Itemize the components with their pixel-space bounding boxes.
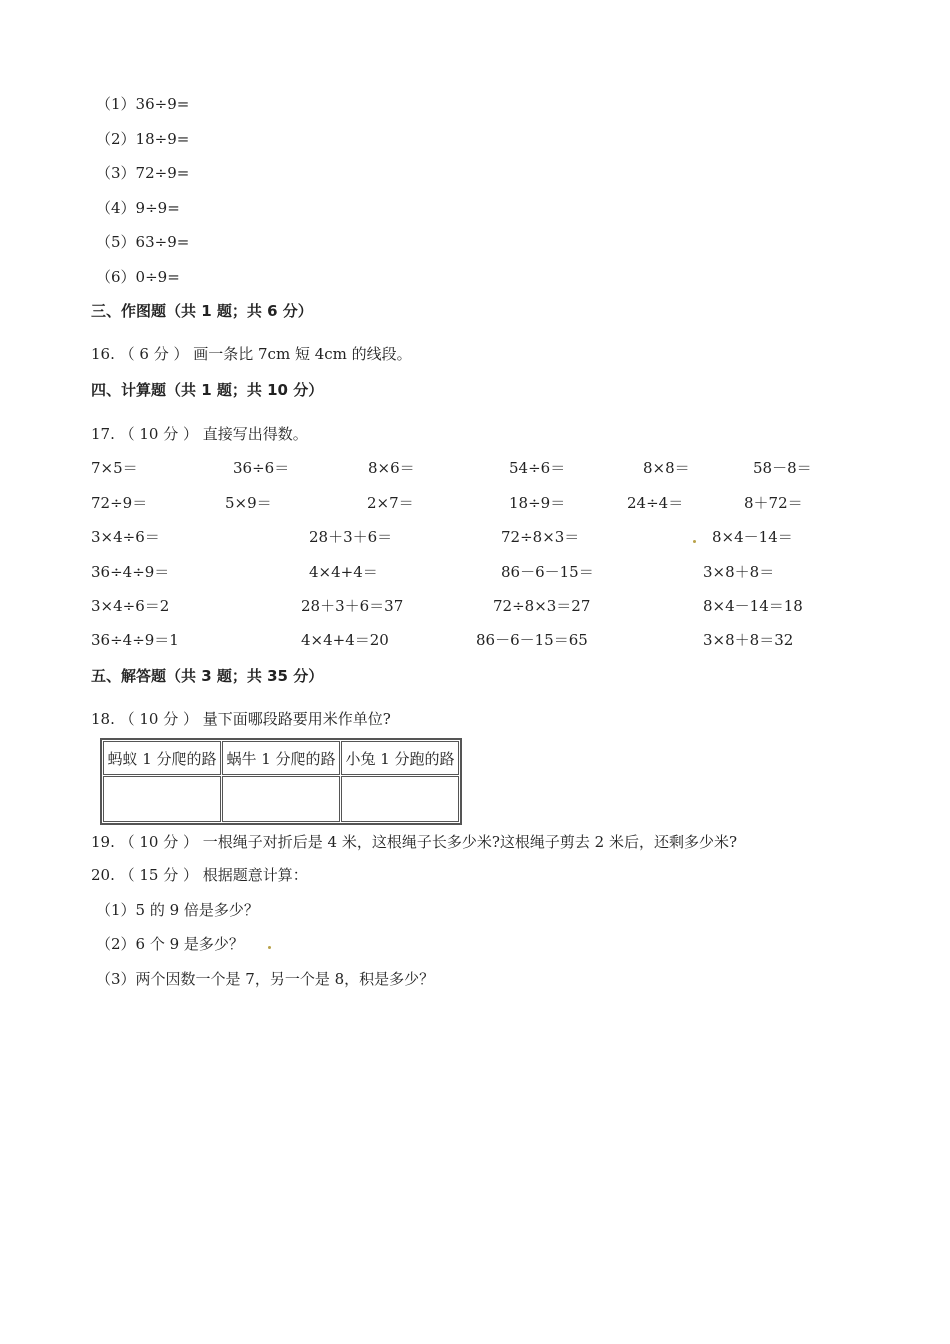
q15-item: （4）9÷9= — [96, 199, 180, 217]
table-header-cell: 蜗牛 1 分爬的路 — [222, 741, 340, 775]
calc-item: 36÷4÷9＝ — [91, 563, 170, 581]
calc-item: 8×4－14＝18 — [703, 597, 803, 615]
q20-item: （2）6 个 9 是多少？ — [96, 935, 244, 953]
calc-item: 8×6＝ — [368, 459, 415, 477]
calc-item: 36÷6＝ — [233, 459, 290, 477]
question-16: 16. （ 6 分 ） 画一条比 7cm 短 4cm 的线段。 — [91, 345, 412, 363]
distance-table — [100, 738, 462, 825]
calc-item: 54÷6＝ — [509, 459, 566, 477]
q20-item: （1）5 的 9 倍是多少？ — [96, 901, 259, 919]
stray-mark — [268, 946, 271, 949]
calc-item: 4×4+4＝ — [309, 563, 378, 581]
calc-item: 28＋3＋6＝ — [309, 528, 393, 546]
stray-mark — [693, 540, 696, 543]
calc-item: 86－6－15＝ — [501, 563, 594, 581]
q15-item: （2）18÷9= — [96, 130, 190, 148]
calc-item: 2×7＝ — [367, 494, 414, 512]
calc-item: 36÷4÷9＝1 — [91, 631, 179, 649]
calc-item: 8＋72＝ — [744, 494, 803, 512]
calc-item: 7×5＝ — [91, 459, 138, 477]
answer-cell[interactable] — [222, 776, 340, 822]
q20-item: （3）两个因数一个是 7，另一个是 8，积是多少？ — [96, 970, 435, 988]
q15-item: （5）63÷9= — [96, 233, 190, 251]
q15-item: （1）36÷9= — [96, 95, 190, 113]
question-20: 20. （ 15 分 ） 根据题意计算： — [91, 866, 308, 884]
answer-cell[interactable] — [103, 776, 221, 822]
q15-item: （3）72÷9= — [96, 164, 190, 182]
calc-item: 86－6－15＝65 — [476, 631, 588, 649]
calc-item: 3×8＋8＝ — [703, 563, 775, 581]
calc-item: 72÷9＝ — [91, 494, 148, 512]
calc-item: 8×8＝ — [643, 459, 690, 477]
answer-cell[interactable] — [341, 776, 459, 822]
calc-item: 8×4－14＝ — [712, 528, 793, 546]
calc-item: 18÷9＝ — [509, 494, 566, 512]
question-19: 19. （ 10 分 ） 一根绳子对折后是 4 米，这根绳子长多少米?这根绳子剪去 2 米后，还剩多少米? — [91, 833, 738, 851]
section-heading: 五、解答题（共 3 题；共 35 分） — [91, 667, 324, 685]
calc-item: 5×9＝ — [225, 494, 272, 512]
table-header-cell: 小兔 1 分跑的路 — [341, 741, 459, 775]
calc-item: 3×4÷6＝ — [91, 528, 160, 546]
calc-item: 24÷4＝ — [627, 494, 684, 512]
calc-item: 72÷8×3＝ — [501, 528, 580, 546]
section-heading: 四、计算题（共 1 题；共 10 分） — [91, 381, 324, 399]
calc-item: 58－8＝ — [753, 459, 812, 477]
q15-item: （6）0÷9= — [96, 268, 180, 286]
question-17: 17. （ 10 分 ） 直接写出得数。 — [91, 425, 308, 443]
section-heading: 三、作图题（共 1 题；共 6 分） — [91, 302, 313, 320]
question-18: 18. （ 10 分 ） 量下面哪段路要用米作单位? — [91, 710, 391, 728]
calc-item: 3×8＋8＝32 — [703, 631, 794, 649]
calc-item: 72÷8×3＝27 — [493, 597, 591, 615]
calc-item: 3×4÷6＝2 — [91, 597, 170, 615]
calc-item: 4×4+4＝20 — [301, 631, 389, 649]
table-header-cell: 蚂蚁 1 分爬的路 — [103, 741, 221, 775]
calc-item: 28＋3＋6＝37 — [301, 597, 404, 615]
